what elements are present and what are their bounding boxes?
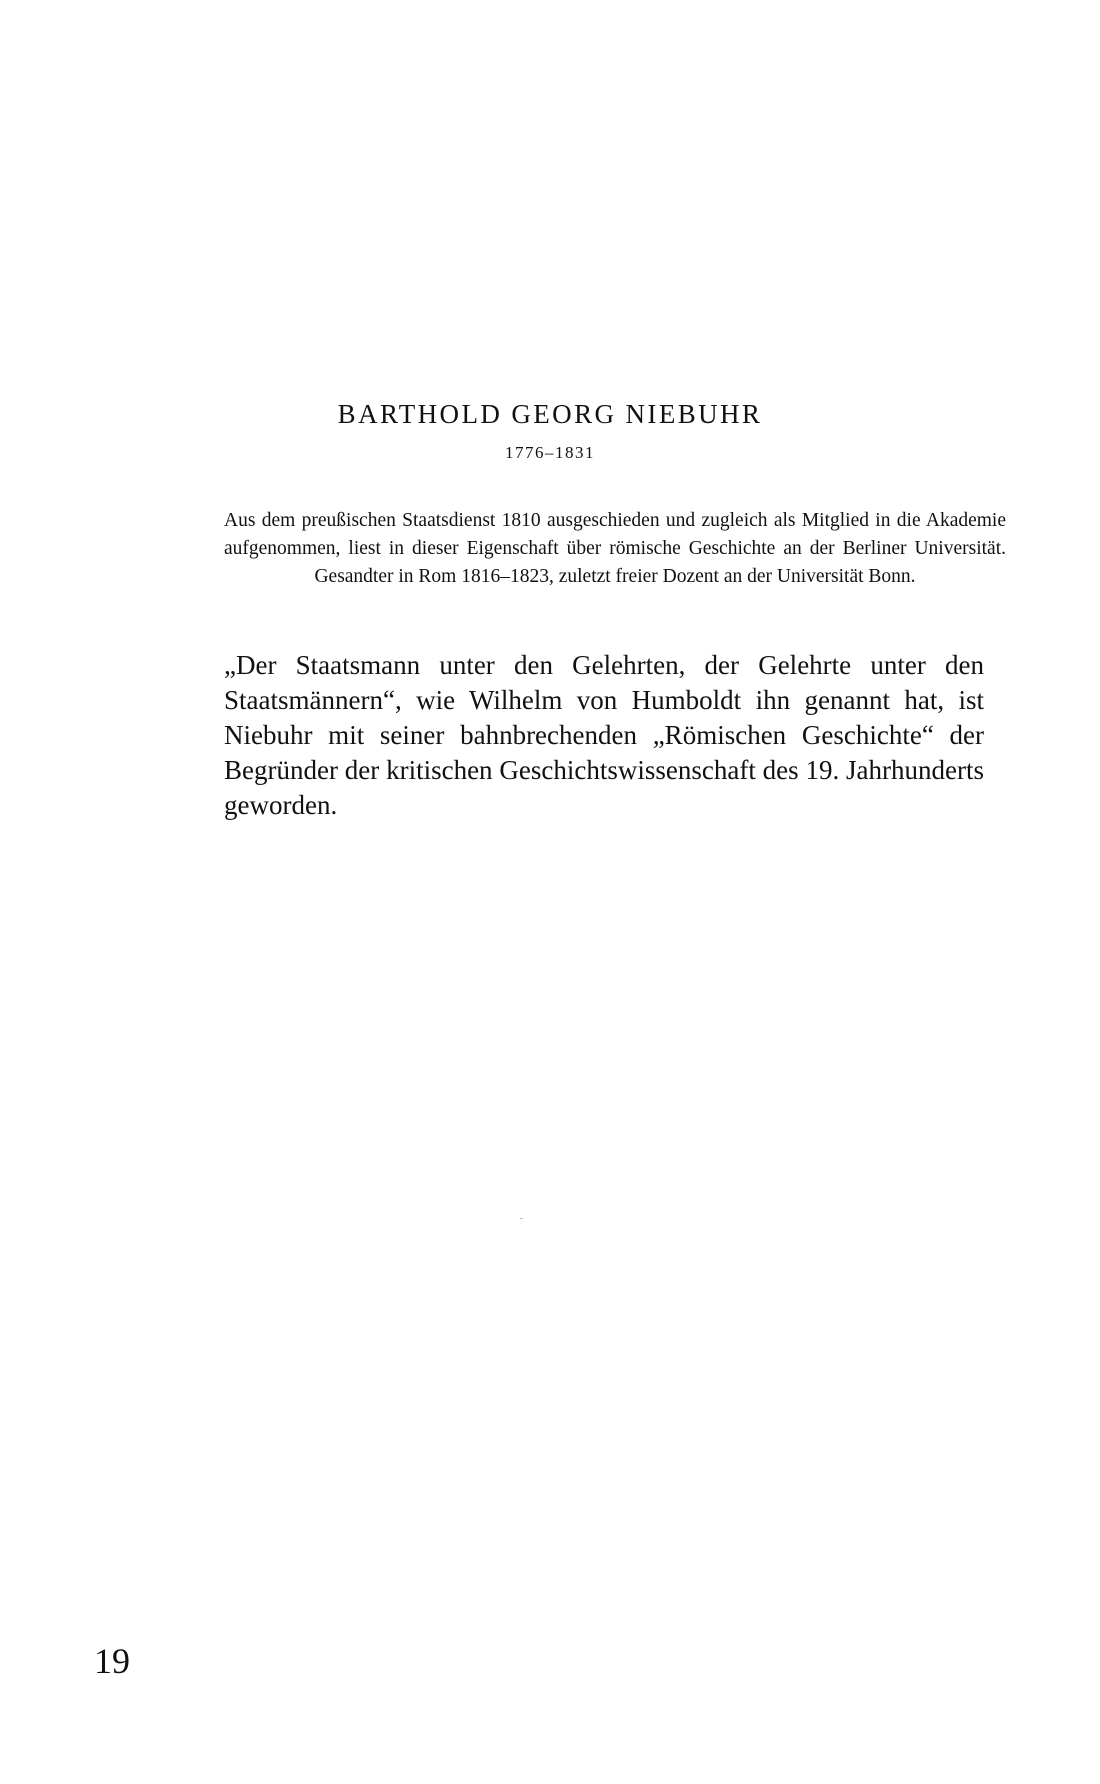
small-mark: [520, 1218, 523, 1219]
page-title: BARTHOLD GEORG NIEBUHR: [337, 399, 763, 429]
page-number: 19: [94, 1641, 130, 1681]
main-paragraph: „Der Staatsmann unter den Gelehrten, der Gelehrte unter den Staatsmännern“, wie Wilhelm von Humboldt ihn genannt hat, ist Niebuhr mit seiner bahnbrechenden „Römischen Geschichte“ der Begründer der kritischen Geschichtswissenschaft des 19. Jahrhunderts geworden.: [224, 650, 984, 820]
life-dates: 1776–1831: [505, 443, 595, 462]
biographical-summary: Aus dem preußischen Staatsdienst 1810 ausgeschieden und zugleich als Mitglied in die Akademie aufgenommen, liest in dieser Eigenschaft über römische Geschichte an der Berliner Universität. Gesandter in Rom 1816–1823, zuletzt freier Dozent an der Universität Bonn.: [224, 510, 1006, 587]
